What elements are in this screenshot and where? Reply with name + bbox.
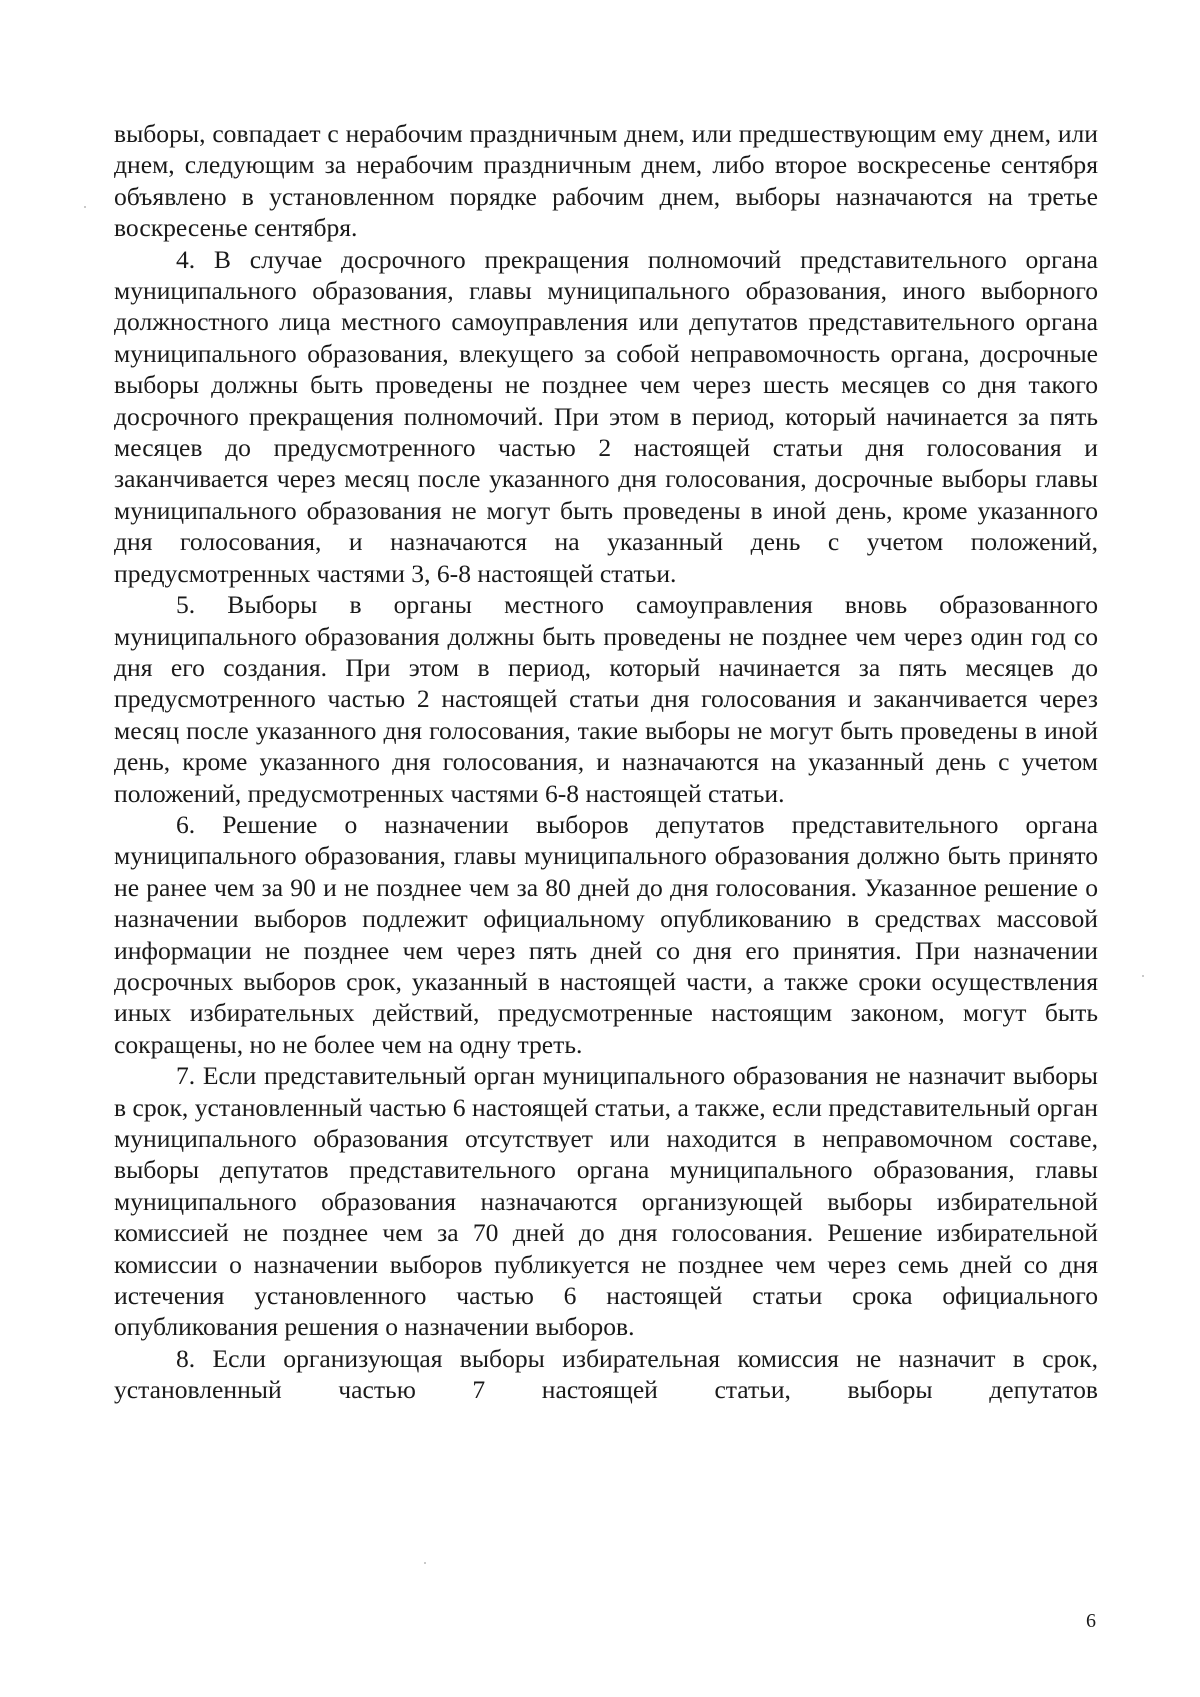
paragraph-continuation: выборы, совпадает с нерабочим праздничным днем, или предшествующим ему днем, или днем, следующим за нерабочим праздничным днем, либо второе воскресенье сентября объявлено в установленном порядке рабочим днем, выборы назначаются на третье воскресенье сентября. (114, 119, 1098, 243)
paragraph-6: 6. Решение о назначении выборов депутатов представительного органа муниципального образования, главы муниципального образования должно быть принято не ранее чем за 90 и не позднее чем за 80 дней до дня голосования. Указанное решение о назначении выборов подлежит официальному опубликованию в средствах массовой информации не позднее чем через пять дней со дня его принятия. При назначении досрочных выборов срок, указанный в настоящей части, а также сроки осуществления иных избирательных действий, предусмотренные настоящим законом, могут быть сокращены, но не более чем на одну треть. (114, 809, 1098, 1059)
scan-speck (84, 206, 86, 208)
paragraph-5: 5. Выборы в органы местного самоуправления вновь образованного муниципального образования должны быть проведены не позднее чем через один год со дня его создания. При этом в период, который начинается за пять месяцев до предусмотренного частью 2 настоящей статьи дня голосования и заканчивается через месяц после указанного дня голосования, такие выборы не могут быть проведены в иной день, кроме указанного дня голосования, и назначаются на указанный день с учетом положений, предусмотренных частями 6-8 настоящей статьи. (114, 590, 1098, 808)
paragraph-8: 8. Если организующая выборы избирательная комиссия не назначит в срок, установленный частью 7 настоящей статьи, выборы депутатов (114, 1343, 1098, 1405)
page-number: 6 (1086, 1610, 1096, 1632)
document-body (114, 118, 1098, 1406)
scan-speck (1142, 975, 1144, 977)
paragraph-7: 7. Если представительный орган муниципального образования не назначит выборы в срок, установленный частью 6 настоящей статьи, а также, если представительный орган муниципального образования отсутствует или находится в неправомочном составе, выборы депутатов представительного органа муниципального образования, главы муниципального образования назначаются организующей выборы избирательной комиссией не позднее чем за 70 дней до дня голосования. Решение избирательной комиссии о назначении выборов публикуется не позднее чем через семь дней со дня истечения установленного частью 6 настоящей статьи срока официального опубликования решения о назначении выборов. (114, 1061, 1098, 1342)
scan-speck (424, 1562, 426, 1564)
paragraph-4: 4. В случае досрочного прекращения полномочий представительного органа муниципального образования, главы муниципального образования, иного выборного должностного лица местного самоуправления или депутатов представительного органа муниципального образования, влекущего за собой неправомочность органа, досрочные выборы должны быть проведены не позднее чем через шесть месяцев со дня такого досрочного прекращения полномочий. При этом в период, который начинается за пять месяцев до предусмотренного частью 2 настоящей статьи дня голосования и заканчивается через месяц после указанного дня голосования, досрочные выборы главы муниципального образования не могут быть проведены в иной день, кроме указанного дня голосования, и назначаются на указанный день с учетом положений, предусмотренных частями 3, 6-8 настоящей статьи. (114, 244, 1098, 588)
